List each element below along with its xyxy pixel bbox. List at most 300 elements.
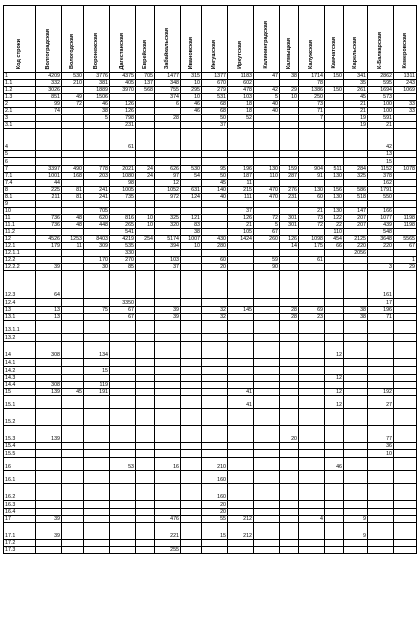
value-cell: [228, 271, 254, 299]
value-cell: [254, 426, 280, 443]
value-cell: [299, 129, 325, 151]
value-cell: [394, 443, 417, 450]
value-cell: [84, 229, 110, 236]
value-cell: [394, 471, 417, 484]
value-cell: [299, 264, 325, 271]
value-cell: 21: [344, 101, 368, 108]
column-header-label: Дагестанская: [119, 32, 125, 69]
value-cell: [136, 389, 155, 396]
value-cell: 139: [36, 389, 62, 396]
value-cell: [110, 540, 136, 547]
value-cell: [62, 359, 84, 367]
value-cell: 330: [110, 250, 136, 257]
value-cell: [299, 299, 325, 307]
statistics-table: [3, 5, 417, 554]
value-cell: [368, 367, 394, 375]
value-cell: [110, 501, 136, 509]
value-cell: [36, 367, 62, 375]
value-cell: 23: [299, 314, 325, 321]
value-cell: [254, 450, 280, 458]
value-cell: [202, 229, 228, 236]
value-cell: [181, 158, 202, 166]
value-cell: [280, 382, 299, 389]
table-row: [4, 509, 417, 516]
value-cell: [202, 215, 228, 222]
value-cell: 19: [344, 122, 368, 129]
value-cell: [228, 540, 254, 547]
value-cell: 1198: [394, 222, 417, 229]
value-cell: 241: [84, 194, 110, 201]
table-row: [4, 187, 417, 194]
value-cell: 24: [136, 173, 155, 180]
value-cell: [84, 501, 110, 509]
value-cell: 162: [368, 180, 394, 187]
value-cell: 280: [202, 243, 228, 250]
value-cell: [368, 375, 394, 382]
value-cell: [344, 547, 368, 554]
value-cell: 550: [368, 194, 394, 201]
value-cell: 220: [344, 243, 368, 250]
value-cell: [202, 540, 228, 547]
value-cell: [280, 443, 299, 450]
row-code-cell: 7: [4, 166, 36, 173]
value-cell: 904: [299, 166, 325, 173]
value-cell: 4209: [36, 73, 62, 80]
value-cell: 71: [368, 314, 394, 321]
value-cell: [84, 271, 110, 299]
value-cell: 126: [280, 236, 299, 243]
value-cell: [62, 122, 84, 129]
header-row: [4, 6, 417, 73]
row-code-cell: 17.2: [4, 540, 36, 547]
value-cell: 1377: [202, 73, 228, 80]
value-cell: [110, 516, 136, 523]
value-cell: [84, 471, 110, 484]
value-cell: 10: [368, 450, 394, 458]
value-cell: 75: [84, 307, 110, 314]
value-cell: 187: [228, 173, 254, 180]
table-row: [4, 359, 417, 367]
value-cell: [136, 547, 155, 554]
value-cell: [36, 396, 62, 409]
value-cell: 2021: [110, 166, 136, 173]
table-row: [4, 321, 417, 334]
value-cell: [136, 426, 155, 443]
value-cell: [394, 208, 417, 215]
value-cell: 243: [394, 80, 417, 87]
value-cell: [36, 450, 62, 458]
value-cell: [228, 201, 254, 208]
value-cell: [136, 359, 155, 367]
value-cell: [36, 471, 62, 484]
value-cell: [36, 151, 62, 158]
value-cell: [299, 321, 325, 334]
value-cell: 1080: [110, 173, 136, 180]
value-cell: [344, 458, 368, 471]
value-cell: 12: [155, 180, 181, 187]
value-cell: [110, 523, 136, 540]
value-cell: [280, 250, 299, 257]
value-cell: [280, 540, 299, 547]
value-cell: 110: [325, 229, 344, 236]
value-cell: 1001: [36, 173, 62, 180]
table-row: [4, 271, 417, 299]
value-cell: [181, 540, 202, 547]
value-cell: [136, 375, 155, 382]
table-row: [4, 471, 417, 484]
value-cell: 1007: [181, 236, 202, 243]
value-cell: [299, 367, 325, 375]
value-cell: 10: [136, 222, 155, 229]
value-cell: 33: [394, 101, 417, 108]
value-cell: 4: [299, 516, 325, 523]
value-cell: 49: [62, 94, 84, 101]
value-cell: [394, 523, 417, 540]
value-cell: [394, 426, 417, 443]
table-row: [4, 166, 417, 173]
value-cell: [202, 129, 228, 151]
table-row: [4, 243, 417, 250]
column-header-region: [181, 6, 202, 73]
value-cell: 140: [202, 187, 228, 194]
value-cell: [181, 321, 202, 334]
value-cell: 568: [136, 87, 155, 94]
value-cell: [202, 321, 228, 334]
value-cell: 3397: [36, 166, 62, 173]
value-cell: [368, 501, 394, 509]
value-cell: [136, 382, 155, 389]
value-cell: [280, 359, 299, 367]
column-header-region: [394, 6, 417, 73]
row-code-cell: 1.2: [4, 87, 36, 94]
value-cell: [202, 359, 228, 367]
value-cell: 130: [325, 194, 344, 201]
value-cell: [368, 342, 394, 359]
value-cell: [62, 208, 84, 215]
value-cell: [344, 299, 368, 307]
table-row: [4, 443, 417, 450]
value-cell: 8403: [84, 236, 110, 243]
value-cell: [110, 158, 136, 166]
value-cell: 46: [181, 101, 202, 108]
value-cell: 439: [368, 222, 394, 229]
value-cell: [155, 158, 181, 166]
value-cell: 531: [202, 94, 228, 101]
column-header-label: Иркутская: [237, 41, 243, 69]
column-header-label: Калужская: [308, 40, 314, 69]
value-cell: [62, 342, 84, 359]
value-cell: 1183: [228, 73, 254, 80]
value-cell: [62, 299, 84, 307]
value-cell: 5: [84, 115, 110, 122]
row-code-cell: 14.2: [4, 367, 36, 375]
value-cell: 45: [344, 94, 368, 101]
value-cell: 295: [181, 87, 202, 94]
value-cell: 454: [325, 236, 344, 243]
row-code-cell: 12.2.2: [4, 264, 36, 271]
value-cell: [254, 250, 280, 257]
table-row: [4, 108, 417, 115]
value-cell: [84, 523, 110, 540]
row-code-cell: 12.3: [4, 271, 36, 299]
value-cell: 145: [228, 307, 254, 314]
value-cell: [368, 382, 394, 389]
value-cell: [228, 299, 254, 307]
value-cell: 10: [181, 94, 202, 101]
value-cell: 159: [280, 166, 299, 173]
value-cell: [136, 187, 155, 194]
value-cell: [62, 523, 84, 540]
value-cell: [62, 547, 84, 554]
value-cell: [228, 122, 254, 129]
value-cell: [299, 382, 325, 389]
row-code-cell: 14.1: [4, 359, 36, 367]
value-cell: [325, 334, 344, 342]
row-code-cell: 12.1: [4, 243, 36, 250]
value-cell: [84, 540, 110, 547]
value-cell: 150: [325, 73, 344, 80]
value-cell: [136, 540, 155, 547]
column-header-label: Калининградская: [263, 21, 269, 69]
value-cell: 28: [280, 314, 299, 321]
value-cell: [280, 80, 299, 87]
value-cell: [299, 389, 325, 396]
value-cell: [136, 129, 155, 151]
value-cell: 1694: [368, 87, 394, 94]
row-code-cell: 17: [4, 516, 36, 523]
value-cell: 19: [344, 115, 368, 122]
value-cell: [155, 367, 181, 375]
value-cell: 3776: [84, 73, 110, 80]
value-cell: [181, 201, 202, 208]
value-cell: [136, 101, 155, 108]
value-cell: 67: [110, 307, 136, 314]
value-cell: [136, 208, 155, 215]
value-cell: [228, 243, 254, 250]
value-cell: [394, 158, 417, 166]
column-header-region: [136, 6, 155, 73]
value-cell: [62, 229, 84, 236]
value-cell: [299, 342, 325, 359]
value-cell: 100: [368, 101, 394, 108]
value-cell: 156: [325, 187, 344, 194]
value-cell: 250: [299, 94, 325, 101]
value-cell: [181, 299, 202, 307]
value-cell: [181, 547, 202, 554]
value-cell: [62, 426, 84, 443]
value-cell: [344, 151, 368, 158]
value-cell: [110, 342, 136, 359]
value-cell: [181, 334, 202, 342]
value-cell: 32: [202, 314, 228, 321]
value-cell: [299, 443, 325, 450]
value-cell: [325, 382, 344, 389]
column-header-region: [280, 6, 299, 73]
table-row: [4, 307, 417, 314]
value-cell: 2056: [344, 250, 368, 257]
value-cell: 39: [155, 307, 181, 314]
value-cell: [344, 359, 368, 367]
value-cell: 28: [280, 307, 299, 314]
value-cell: [394, 389, 417, 396]
value-cell: [136, 342, 155, 359]
value-cell: [36, 250, 62, 257]
value-cell: [110, 201, 136, 208]
value-cell: [181, 523, 202, 540]
value-cell: [181, 129, 202, 151]
value-cell: [84, 450, 110, 458]
value-cell: 78: [299, 80, 325, 87]
value-cell: 33: [394, 108, 417, 115]
value-cell: [344, 501, 368, 509]
value-cell: [136, 396, 155, 409]
value-cell: 95: [202, 166, 228, 173]
value-cell: 39: [36, 264, 62, 271]
value-cell: [280, 208, 299, 215]
value-cell: [136, 158, 155, 166]
row-code-cell: 16.3: [4, 501, 36, 509]
value-cell: [394, 122, 417, 129]
row-code-cell: 16: [4, 458, 36, 471]
value-cell: [36, 375, 62, 382]
value-cell: [181, 115, 202, 122]
value-cell: [394, 540, 417, 547]
value-cell: 99: [36, 101, 62, 108]
table-row: [4, 396, 417, 409]
value-cell: [254, 271, 280, 299]
value-cell: [394, 396, 417, 409]
value-cell: 74: [36, 108, 62, 115]
value-cell: [136, 264, 155, 271]
value-cell: 170: [84, 257, 110, 264]
value-cell: [62, 321, 84, 334]
value-cell: 130: [325, 208, 344, 215]
value-cell: [368, 523, 394, 540]
value-cell: [181, 443, 202, 450]
column-header-region: [202, 6, 228, 73]
value-cell: [202, 271, 228, 299]
value-cell: [394, 151, 417, 158]
value-cell: 12: [325, 342, 344, 359]
table-row: [4, 101, 417, 108]
table-row: [4, 173, 417, 180]
row-code-cell: 15: [4, 389, 36, 396]
value-cell: [155, 501, 181, 509]
value-cell: [368, 540, 394, 547]
value-cell: 20: [202, 264, 228, 271]
value-cell: 1889: [84, 87, 110, 94]
table-row: [4, 236, 417, 243]
value-cell: [36, 409, 62, 426]
value-cell: [136, 194, 155, 201]
value-cell: 348: [155, 80, 181, 87]
value-cell: [254, 375, 280, 382]
value-cell: 1077: [368, 215, 394, 222]
value-cell: 1386: [299, 87, 325, 94]
value-cell: [181, 409, 202, 426]
value-cell: [325, 250, 344, 257]
row-code-cell: 12.2: [4, 257, 36, 264]
row-code-cell: 15.4: [4, 443, 36, 450]
value-cell: [368, 334, 394, 342]
value-cell: [84, 359, 110, 367]
value-cell: [84, 180, 110, 187]
value-cell: [254, 516, 280, 523]
row-code-cell: 15.2: [4, 409, 36, 426]
value-cell: 60: [202, 257, 228, 264]
value-cell: [84, 250, 110, 257]
value-cell: 196: [368, 307, 394, 314]
table-row: [4, 516, 417, 523]
value-cell: [254, 299, 280, 307]
value-cell: 591: [368, 115, 394, 122]
value-cell: [62, 307, 84, 314]
value-cell: 284: [344, 166, 368, 173]
value-cell: [136, 229, 155, 236]
value-cell: 2862: [368, 73, 394, 80]
value-cell: [344, 201, 368, 208]
value-cell: [280, 158, 299, 166]
value-cell: [254, 389, 280, 396]
value-cell: [62, 509, 84, 516]
value-cell: [254, 342, 280, 359]
value-cell: 13: [368, 151, 394, 158]
value-cell: 41: [228, 389, 254, 396]
value-cell: [280, 389, 299, 396]
value-cell: [325, 509, 344, 516]
value-cell: [344, 257, 368, 264]
value-cell: [155, 229, 181, 236]
column-header-label: Кемеровская: [401, 33, 408, 69]
value-cell: 29: [280, 87, 299, 94]
value-cell: [228, 409, 254, 426]
value-cell: [84, 122, 110, 129]
value-cell: 10: [280, 94, 299, 101]
row-code-cell: 11.2: [4, 229, 36, 236]
value-cell: [62, 108, 84, 115]
value-cell: [110, 271, 136, 299]
table-row: [4, 229, 417, 236]
value-cell: [181, 450, 202, 458]
value-cell: [181, 250, 202, 257]
value-cell: 36: [368, 443, 394, 450]
value-cell: 37: [202, 122, 228, 129]
value-cell: [394, 359, 417, 367]
value-cell: [62, 396, 84, 409]
value-cell: [136, 501, 155, 509]
value-cell: [228, 375, 254, 382]
value-cell: [84, 547, 110, 554]
value-cell: 100: [368, 108, 394, 115]
value-cell: 595: [368, 80, 394, 87]
value-cell: 17: [368, 299, 394, 307]
value-cell: 15: [368, 158, 394, 166]
value-cell: 231: [280, 194, 299, 201]
table-row: [4, 458, 417, 471]
value-cell: [84, 375, 110, 382]
value-cell: [36, 509, 62, 516]
value-cell: [181, 509, 202, 516]
value-cell: 215: [228, 187, 254, 194]
value-cell: [62, 458, 84, 471]
value-cell: [325, 359, 344, 367]
value-cell: [394, 547, 417, 554]
row-code-cell: 7.4: [4, 180, 36, 187]
value-cell: 15: [202, 523, 228, 540]
value-cell: [84, 396, 110, 409]
value-cell: [110, 484, 136, 501]
value-cell: [155, 129, 181, 151]
